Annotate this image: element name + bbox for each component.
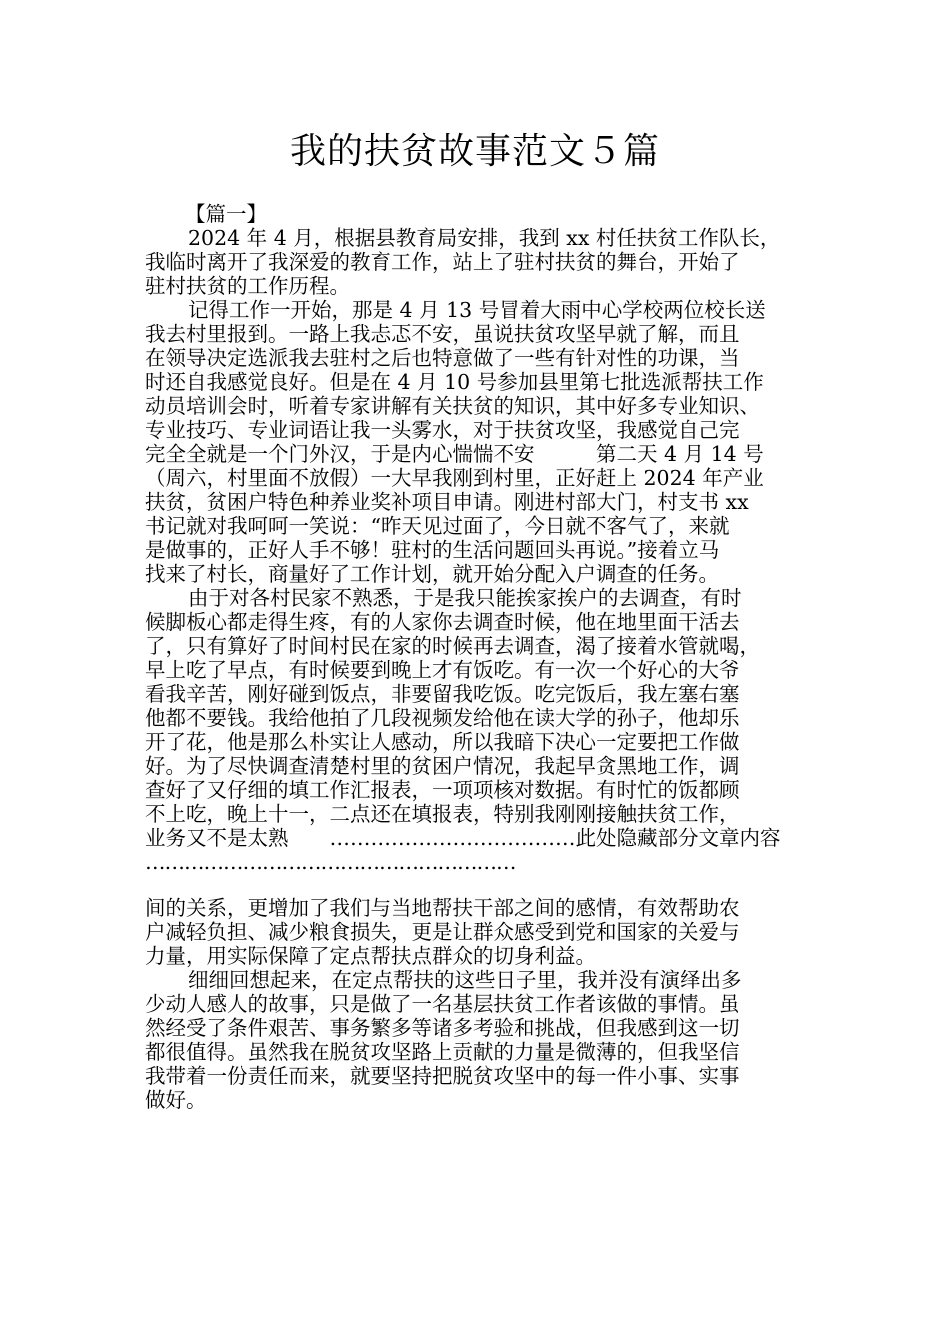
text-line: 专业技巧、专业词语让我一头雾水，对于扶贫攻坚，我感觉自己完	[145, 418, 740, 442]
text-line: 我去村里报到。一路上我忐忑不安，虽说扶贫攻坚早就了解，而且	[145, 322, 740, 346]
hidden-content-notice: 业务又不是太熟 ………………………………此处隐藏部分文章内容	[145, 826, 781, 850]
text-line: 间的关系，更增加了我们与当地帮扶干部之间的感情，有效帮助农	[145, 896, 740, 920]
text-line: 我临时离开了我深爱的教育工作，站上了驻村扶贫的舞台，开始了	[145, 250, 740, 274]
text-line: 都很值得。虽然我在脱贫攻坚路上贡献的力量是微薄的，但我坚信	[145, 1040, 740, 1064]
text-line: 在领导决定选派我去驻村之后也特意做了一些有针对性的功课，当	[145, 346, 740, 370]
text-line: 完全全就是一个门外汉，于是内心惴惴不安 第二天 4 月 14 号	[145, 442, 764, 466]
text-line: 开了花，他是那么朴实让人感动，所以我暗下决心一定要把工作做	[145, 730, 740, 754]
text-line: 候脚板心都走得生疼，有的人家你去调查时候，他在地里面干活去	[145, 610, 740, 634]
text-line: 是做事的，正好人手不够！驻村的生活问题回头再说。”接着立马	[145, 538, 720, 562]
text-line: 做好。	[145, 1088, 207, 1112]
text-line: 细细回想起来，在定点帮扶的这些日子里，我并没有演绎出多	[188, 968, 742, 992]
section-label: 【篇一】	[185, 202, 267, 226]
text-line: 找来了村长，商量好了工作计划，就开始分配入户调查的任务。	[145, 562, 719, 586]
text-line: 驻村扶贫的工作历程。	[145, 274, 350, 298]
text-line: 好。为了尽快调查清楚村里的贫困户情况，我起早贪黑地工作，调	[145, 754, 740, 778]
text-line: 他都不要钱。我给他拍了几段视频发给他在读大学的孙子，他却乐	[145, 706, 740, 730]
text-line: 2024 年 4 月，根据县教育局安排，我到 xx 村任扶贫工作队长，	[188, 226, 781, 250]
text-line: 户减轻负担、减少粮食损失，更是让群众感受到党和国家的关爱与	[145, 920, 740, 944]
text-line: 动员培训会时，听着专家讲解有关扶贫的知识，其中好多专业知识、	[145, 394, 760, 418]
text-line: 记得工作一开始，那是 4 月 13 号冒着大雨中心学校两位校长送	[188, 298, 766, 322]
text-line: （周六，村里面不放假）一大早我刚到村里，正好赶上 2024 年产业	[145, 466, 764, 490]
text-line: 由于对各村民家不熟悉，于是我只能挨家挨户的去调查，有时	[188, 586, 742, 610]
text-line: 看我辛苦，刚好碰到饭点，非要留我吃饭。吃完饭后，我左塞右塞	[145, 682, 740, 706]
text-line: 不上吃，晚上十一，二点还在填报表，特别我刚刚接触扶贫工作，	[145, 802, 740, 826]
text-line: 书记就对我呵呵一笑说：“昨天见过面了，今日就不客气了，来就	[145, 514, 730, 538]
text-line: 早上吃了早点，有时候要到晚上才有饭吃。有一次一个好心的大爷	[145, 658, 740, 682]
text-line: 时还自我感觉良好。但是在 4 月 10 号参加县里第七批选派帮扶工作	[145, 370, 764, 394]
dotted-separator: …………………………………………………	[145, 850, 516, 874]
page-title: 我的扶贫故事范文５篇	[289, 131, 660, 172]
text-line: 力量，用实际保障了定点帮扶点群众的切身利益。	[145, 944, 596, 968]
text-line: 查好了又仔细的填工作汇报表，一项项核对数据。有时忙的饭都顾	[145, 778, 740, 802]
text-line: 少动人感人的故事，只是做了一名基层扶贫工作者该做的事情。虽	[145, 992, 740, 1016]
text-line: 我带着一份责任而来，就要坚持把脱贫攻坚中的每一件小事、实事	[145, 1064, 740, 1088]
text-line: 扶贫，贫困户特色种养业奖补项目申请。刚进村部大门，村支书 xx	[145, 490, 749, 514]
text-line: 了，只有算好了时间村民在家的时候再去调查，渴了接着水管就喝，	[145, 634, 760, 658]
text-line: 然经受了条件艰苦、事务繁多等诸多考验和挑战，但我感到这一切	[145, 1016, 740, 1040]
